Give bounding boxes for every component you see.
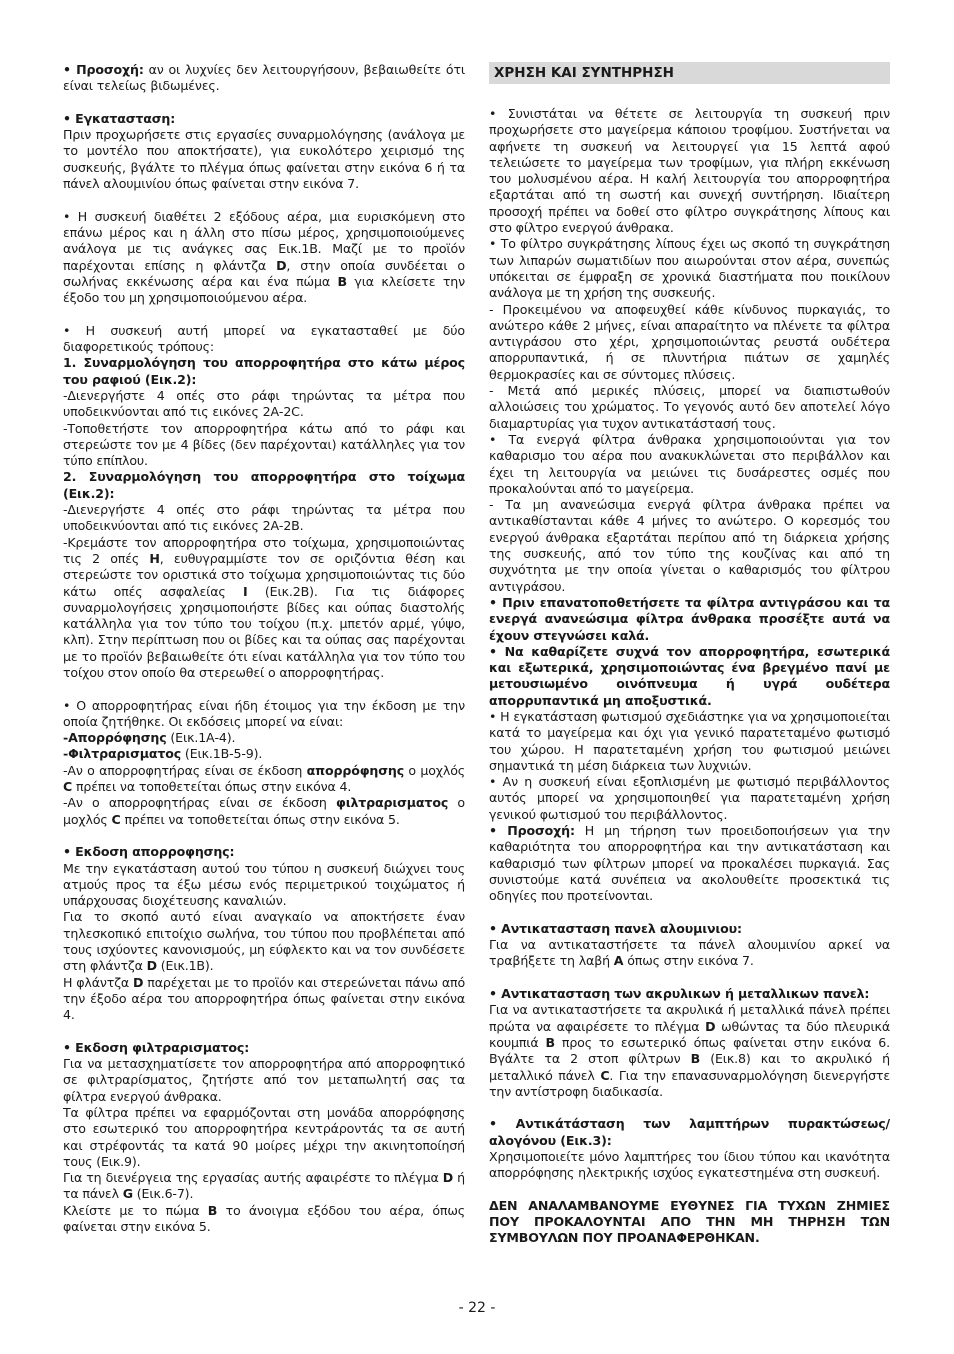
text-run: ή τα πάνελ — [63, 1170, 466, 1202]
acrylic-text — [489, 1002, 890, 1100]
text-run: (Εικ.6-7). — [132, 1186, 194, 1202]
page-number: - 22 - — [458, 1300, 496, 1316]
text-run: -Αν ο απορροφητήρας είναι σε έκδοση — [63, 795, 336, 811]
text-run: -Αν ο απορροφητήρας είναι σε έκδοση — [63, 762, 307, 778]
bold-note: • Να καθαρίζετε συχνά τον απορροφητήρα, εσωτερικά και εξωτερικά, χρησιμοποιώντας ένα βρεγμένο πανί με μετουσιωμένο οινόπνευμα ή υγρά ουδέτερα απορρυπαντικά μη αποξυστικά. — [489, 643, 890, 708]
aluminium-heading — [489, 921, 890, 937]
text-run: . Για την επανασυναρμολόγηση διενεργήστε την αντίστροφη διαδικασία. — [489, 1067, 890, 1099]
ref-letter: B — [337, 273, 347, 289]
filtering-text-3 — [63, 1170, 465, 1203]
warning-paragraph — [63, 62, 465, 95]
absorption-heading — [63, 844, 465, 860]
text-run: το άνοιγμα εξόδου του αέρα, όπως φαίνεται στην εικόνα 5. — [63, 1202, 465, 1235]
warning-label: • Προσοχή: — [489, 823, 575, 839]
text-run: Για το σκοπό αυτό είναι αναγκαίο να αποκτήσετε έναν τηλεσκοπικό επιτοίχιο σωλήνα, του τύπου που προβλέπεται από τους ισχύοντες κανονισμούς, μη εύφλεκτο και να τον συνδέσετε στη φλάντζα — [63, 909, 465, 974]
ready-paragraph: • Ο απορροφητήρας είναι ήδη έτοιμος για την έκδοση με την οποία ζητήθηκε. Οι εκδόσεις μπορεί να είναι: — [63, 697, 465, 729]
text-run: • Η συσκευή διαθέτει 2 εξόδους αέρα, μια ευρισκόμενη στο επάνω μέρος και η άλλη στο πίσω μέρος, χρησιμοποιούμενες ανάλογα με τις ανάγκες σας Εικ.1Β. Μαζί με το προϊόν παρέχονται επίσης η φλάντζα — [63, 208, 465, 273]
aluminium-text — [489, 937, 890, 970]
text-run: Για να αντικαταστήσετε τα πάνελ αλουμινίου αρκεί να τραβήξετε τη λαβή — [489, 937, 890, 969]
version-filtering — [63, 746, 465, 762]
text-run: Για να αντικαταστήσετε τα ακρυλικά ή μεταλλικά πάνελ πρέπει πρώτα να αφαιρέσετε το πλέγμα — [489, 1002, 890, 1034]
mount2-step-b — [63, 535, 465, 682]
filtering-text-4 — [63, 1203, 465, 1236]
filtering-text-1: Για να μετασχηματίσετε τον απορροφητήρα από απορροφητικό σε φιλτραρίσματος, ζητήστε από τον μεταπωλητή σας τα φίλτρα ενεργού άνθρακα. — [63, 1056, 465, 1104]
ref-letter: B — [207, 1202, 218, 1218]
filtering-text-2: Τα φίλτρα πρέπει να εφαρμόζονται στη μονάδα απορρόφησης στο εσωτερικό του απορροφητήρα κεντράροντάς τα σε αυτή και στρέφοντάς τα κατά 90 μοίρες μέχρι την ακινητοποίησή τους (Εικ.9). — [63, 1105, 465, 1169]
use-paragraph-4: - Μετά από μερικές πλύσεις, μπορεί να διαπιστωθούν αλλοιώσεις του χρώματος. Το γεγονός αυτό δεν αποτελεί λόγο διαμαρτυρίας για τυχον αντικατάστασή τους. — [489, 383, 890, 431]
emph-text: φιλτραρισματος — [336, 795, 449, 811]
section-title: ΧΡΗΣΗ ΚΑΙ ΣΥΝΤΗΡΗΣΗ — [489, 62, 890, 84]
mount1-heading — [63, 355, 465, 388]
filtering-title: • Εκδοση φιλτραρισματος: — [63, 1039, 250, 1055]
acrylic-heading — [489, 986, 890, 1002]
ref-letter: B — [545, 1034, 555, 1050]
disclaimer-text: ΔΕΝ ΑΝΑΛΑΜΒΑΝΟΥΜΕ ΕΥΘΥΝΕΣ ΓΙΑ ΤΥΧΩΝ ΖΗΜΙΕΣ ΠΟΥ ΠΡΟΚΑΛΟΥΝΤΑΙ ΑΠΟ ΤΗΝ ΜΗ ΤΗΡΗΣΗ ΤΩΝ ΣΥΜΒΟΥΛΩΝ ΠΟΥ ΠΡΟΑΝΑΦΕΡΘΗΚΑΝ. — [489, 1197, 890, 1246]
version-label: -Απορρόφησης — [63, 730, 167, 746]
disclaimer — [489, 1198, 890, 1247]
version-label: -Φιλτραρισματος — [63, 746, 182, 762]
text-run: -Κρεμάστε τον απορροφητήρα στο τοίχωμα, χρησιμοποιώντας τις 2 οπές — [63, 534, 465, 566]
text-run: (Εικ.2Β). Για τις διάφορες συναρμολογήσεις χρησιμοποιήστε βίδες και ούπας διαστολής κατάλληλα για τον τύπο του τοίχου (π.χ. μπετόν αρμέ, γύψο, κλπ). Στην περίπτωση που οι βίδες και τα ούπας σας παρέχονται με το προϊόν βεβαιωθείτε ότι είναι κατάλληλα για τον τύπο του τοίχου στον οποίο θα στερεωθεί ο απορροφητήρας. — [63, 583, 465, 680]
text-run: ο μοχλός — [404, 762, 466, 778]
emph-text: απορρόφησης — [306, 762, 405, 778]
text-run: , ευθυγραμμίστε τον σε οριζόντια θέση και στερεώστε τον οριστικά στο τοίχωμα χρησιμοποιώντας τις δύο κάτω οπές ασφαλείας — [63, 550, 465, 599]
text-run: ο μοχλός — [63, 795, 465, 827]
mount1-step-b: -Τοποθετήστε τον απορροφητήρα κάτω από το ράφι και στερεώστε τον με 4 βίδες (δεν παρέχονται) κατάλληλες για τον τύπο επίπλου. — [63, 420, 465, 469]
ref-letter: I — [243, 583, 248, 599]
text-run: παρέχεται με το προϊόν και στερεώνεται πάνω από την έξοδο αέρα του απορροφητήρα όπως φαίνεται στην εικόνα 4. — [63, 974, 465, 1023]
aluminium-title: • Αντικατασταση πανελ αλουμινιου: — [489, 920, 742, 936]
ref-letter: D — [146, 958, 157, 974]
version-absorption — [63, 730, 465, 746]
use-paragraph-6: - Τα μη ανανεώσιμα ενεργά φίλτρα άνθρακα πρέπει να αντικαθίστανται κάθε 4 μήνες το ανώτερο. Ο κορεσμός του ενεργού άνθρακα εξαρτάται περίπου από τη διάρκεια χρήσης της συσκευής, από τον τύπο της κουζίνας και από τη συχνότητα με την οποία γίνεται ο καθαρισμός του φίλτρου αντιγράσου. — [489, 497, 890, 594]
bold-note: • Πριν επανατοποθετήσετε τα φίλτρα αντιγράσου και τα ενεργά ανανεώσιμα φίλτρα άνθρακα προσέξτε αυτά να έχουν στεγνώσει καλά. — [489, 594, 890, 643]
use-paragraph-1: • Συνιστάται να θέτετε σε λειτουργία τη συσκευή πριν προχωρήσετε στο μαγείρεμα κάποιου τροφίμου. Συστήνεται να αφήνετε τη συσκευή να λειτουργεί για 15 λεπτά αφού τελειώσετε το μαγείρεμα των τροφίμων, για πλήρη εκκένωση του μολυσμένου αέρα. Η καλή λειτουργία του απορροφητήρα εξαρτάται από τη σωστή και συνεχή συντήρηση. Ιδιαίτερη προσοχή πρέπει να δοθεί στο φίλτρο συγκράτησης λίπους και στο φίλτρο ενεργού άνθρακα. — [489, 106, 890, 236]
install-heading — [63, 111, 465, 127]
absorption-text-2 — [63, 909, 465, 974]
ref-letter: D — [276, 257, 287, 273]
ref-letter: G — [122, 1186, 133, 1202]
absorption-text-3 — [63, 975, 465, 1024]
text-run: , στην οποία συνδέεται ο σωλήνας εκκένωσης αέρα και ένα πώμα — [63, 257, 465, 289]
text-run: (Εικ.1Β). — [156, 958, 214, 974]
text-run: πρέπει να τοποθετείται όπως στην εικόνα 5. — [120, 811, 400, 827]
ref-letter: D — [133, 974, 144, 990]
use-paragraph-8 — [489, 644, 890, 709]
text-run: Η μη τήρηση των προειδοποιήσεων για την καθαριότητα του απορροφητήρα και την αντικατάσταση και καθαρισμό των φίλτρων μπορεί να προκαλέσει πυρκαγιά. Σας συνιστούμε κατά συνέπεια να ακολουθείτε προσεκτικά τις οδηγίες που προτείνονται. — [489, 823, 890, 904]
ref-letter: C — [63, 779, 73, 795]
lever-filtering — [63, 795, 465, 828]
text-run: πρέπει να τοποθετείται όπως στην εικόνα 4. — [72, 779, 352, 795]
warning-label: • Προσοχή: — [63, 62, 144, 77]
text-run: ωθώντας τα δύο πλευρικά κουμπιά — [489, 1018, 890, 1050]
use-paragraph-3: - Προκειμένου να αποφευχθεί κάθε κίνδυνος πυρκαγιάς, το ανώτερο κάθε 2 μήνες, είναι απαραίτητο να πλένετε τα φίλτρα αντιγράσου στο χέρι, χρησιμοποιώντας ρευστά ουδέτερα απορρυπαντικά, ή σε πλυντήρια πιάτων σε χαμηλές θερμοκρασίες και σε σύντομες πλύσεις. — [489, 301, 890, 382]
text-run: (Εικ.1Α-4). — [166, 730, 236, 746]
text-run: προς το εσωτερικό όπως φαίνεται στην εικόνα 6. Βγάλτε τα 2 στοπ φίλτρων — [489, 1034, 890, 1067]
absorption-text-1: Με την εγκατάσταση αυτού του τύπου η συσκευή διώχνει τους ατμούς προς τα έξω μέσω ενός περιμετρικού τοιχώματος ή υπάρχουσας διοχέτευσης καναλιών. — [63, 860, 465, 909]
outputs-paragraph — [63, 209, 465, 307]
mount1-step-a: -Διενεργήστε 4 οπές στο ράφι τηρώντας τα μέτρα που υποδεικνύονται από τις εικόνες 2Α-2C. — [63, 387, 465, 420]
use-paragraph-9: • Η εγκατάσταση φωτισμού σχεδιάστηκε για να χρησιμοποιείται κατά το μαγείρεμα και όχι για γενικό παρατεταμένο φωτισμό του χώρου. Η παρατεταμένη χρήση του φωτισμού μειώνει σημαντικά τη μέση διάρκεια των λυχνιών. — [489, 708, 890, 773]
ref-letter: D — [442, 1170, 454, 1186]
ref-letter: A — [613, 953, 624, 969]
text-run: (Εικ.8) και το ακρυλικό ή μεταλλικό πάνελ — [489, 1051, 890, 1083]
ref-letter: C — [111, 811, 121, 827]
use-paragraph-10: • Αν η συσκευή είναι εξοπλισμένη με φωτισμό περιβάλλοντος αυτός μπορεί να χρησιμοποιηθεί για παρατεταμένη χρήση γενικού φωτισμού του περιβάλλοντος. — [489, 774, 890, 822]
absorption-title: • Εκδοση απορροφησης: — [63, 844, 235, 860]
ref-letter: H — [149, 550, 160, 566]
text-run: Η φλάντζα — [63, 974, 134, 990]
lamp-heading — [489, 1116, 890, 1149]
install-title: • Εγκατασταση: — [63, 110, 176, 126]
install-paragraph: Πριν προχωρήσετε στις εργασίες συναρμολόγησης (ανάλογα με το μοντέλο που αποκτήσατε), για ευκολότερο χειρισμό της συσκευής, βγάλτε το πλέγμα όπως φαίνεται στην εικόνα 6 ή τα πάνελ αλουμινίου όπως φαίνεται στην εικόνα 7. — [63, 127, 465, 192]
ref-letter: D — [705, 1018, 716, 1034]
left-column — [63, 62, 465, 1235]
use-paragraph-2: • Το φίλτρο συγκράτησης λίπους έχει ως σκοπό τη συγκράτηση των λιπαρών σωματιδίων που αιωρούνται στον αέρα, συνεπώς υπόκειται σε έμφραξη σε χρονικά διαστήματα που ποικίλουν ανάλογα με τη χρήση της συσκευής. — [489, 236, 890, 301]
mount2-heading — [63, 469, 465, 502]
lamp-text: Χρησιμοποιείτε μόνο λαμπτήρες του ίδιου τύπου και ικανότητα απορρόφησης ηλεκτρικής ισχύος εγκατεστημένα στη συσκευή. — [489, 1149, 890, 1181]
text-run: (Εικ.1Β-5-9). — [181, 746, 263, 762]
ref-letter: C — [600, 1067, 610, 1083]
right-column — [489, 62, 890, 1247]
use-paragraph-11 — [489, 823, 890, 904]
filtering-heading — [63, 1040, 465, 1056]
text-run: Για τη διενέργεια της εργασίας αυτής αφαιρέστε το πλέγμα — [63, 1170, 443, 1186]
lamp-title: • Αντικάτάσταση των λαμπτήρων πυρακτώσεως/αλογόνου (Εικ.3): — [489, 1116, 890, 1148]
use-paragraph-5: • Τα ενεργά φίλτρα άνθρακα χρησιμοποιούνται για τον καθαρισμο του αέρα που ανακυκλώνεται στο περιβάλλον και έχει τη λειτουργία να μειώνει τις δυσάρεστες οσμές που προκαλούνται από το μαγείρεμα. — [489, 431, 890, 496]
use-paragraph-7 — [489, 595, 890, 644]
text-run: για κλείσετε την έξοδο του μη χρησιμοποιούμενου αέρα. — [63, 273, 465, 306]
mount1-title: 1. Συναρμολόγηση του απορροφητήρα στο κάτω μέρος του ραφιού (Εικ.2): — [63, 355, 465, 387]
warning-text: αν οι λυχνίες δεν λειτουργήσουν, βεβαιωθείτε ότι είναι τελείως βιδωμένες. — [63, 62, 465, 94]
text-run: όπως στην εικόνα 7. — [623, 953, 754, 969]
two-ways-paragraph: • Η συσκευή αυτή μπορεί να εγκατασταθεί με δύο διαφορετικούς τρόπους: — [63, 322, 465, 355]
mount2-title: 2. Συναρμολόγηση του απορροφητήρα στο τοίχωμα (Εικ.2): — [63, 469, 465, 501]
acrylic-title: • Αντικατασταση των ακρυλικων ή μεταλλικων πανελ: — [489, 986, 870, 1002]
lever-absorption — [63, 763, 465, 796]
text-run: Κλείστε με το πώμα — [63, 1202, 208, 1218]
ref-letter: B — [690, 1051, 701, 1067]
mount2-step-a: -Διενεργήστε 4 οπές στο ράφι τηρώντας τα μέτρα που υποδεικνύονται από τις εικόνες 2Α-2Β. — [63, 502, 465, 534]
